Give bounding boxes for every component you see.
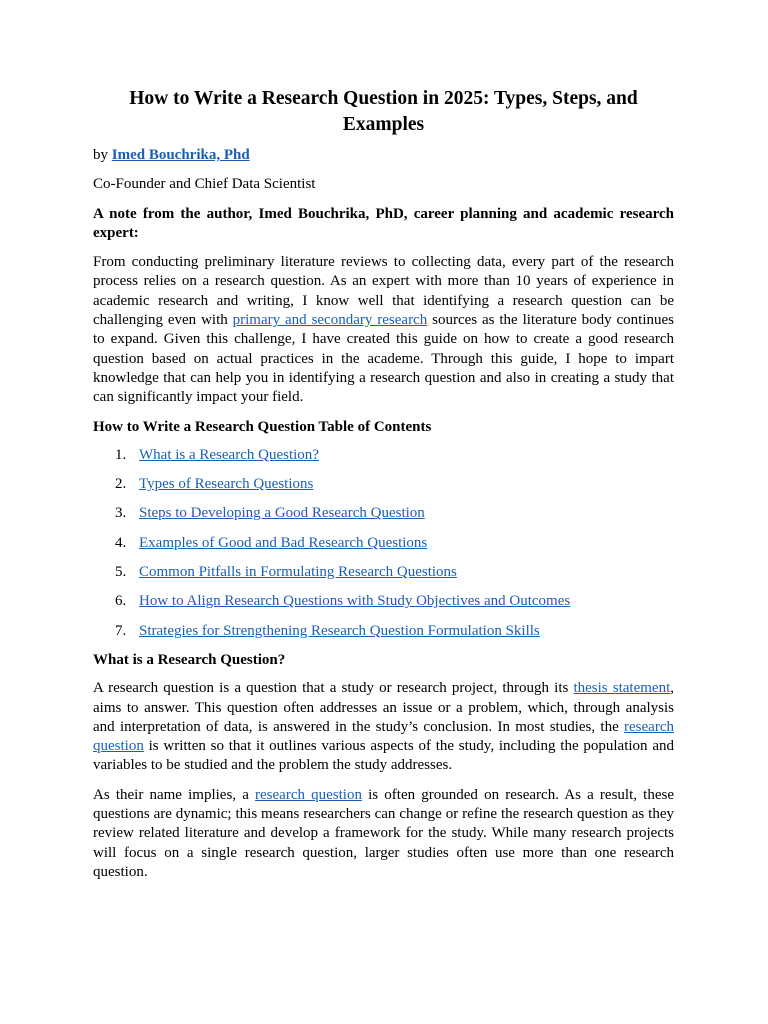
toc-item	[93, 592, 674, 611]
toc-item-number: 1.	[115, 446, 127, 463]
toc-link-align[interactable]: How to Align Research Questions with Study Objectives and Outcomes	[139, 593, 571, 610]
toc-link-strategies[interactable]: Strategies for Strengthening Research Question Formulation Skills	[139, 622, 540, 639]
toc-item	[93, 622, 674, 641]
toc-item-number: 7.	[115, 622, 127, 639]
toc-link-examples[interactable]: Examples of Good and Bad Research Questions	[139, 534, 428, 551]
toc-item	[93, 504, 674, 523]
toc-item-number: 4.	[115, 534, 127, 551]
primary-secondary-research-link[interactable]: primary and secondary research	[232, 312, 428, 329]
toc-link-steps[interactable]: Steps to Developing a Good Research Question	[139, 505, 425, 522]
section-heading-what-is: What is a Research Question?	[93, 651, 286, 668]
toc-item-number: 5.	[115, 564, 127, 581]
thesis-statement-link[interactable]: thesis statement	[573, 680, 671, 697]
toc-list	[93, 446, 674, 641]
intro-paragraph	[93, 253, 674, 407]
article-content	[93, 86, 674, 892]
toc-item	[93, 475, 674, 494]
toc-item	[93, 534, 674, 553]
toc-link-pitfalls[interactable]: Common Pitfalls in Formulating Research Questions	[139, 564, 457, 581]
author-note-heading: A note from the author, Imed Bouchrika, PhD, career planning and academic research expert:	[93, 205, 674, 241]
author-link[interactable]: Imed Bouchrika, Phd	[111, 147, 250, 163]
intro-text-before: From conducting preliminary literature reviews to collecting data, every part of the research process relies on a research question. As an expert with more than 10 years of experience in academic research and writing, I know well that identifying a research question can be challenging even with	[93, 254, 674, 329]
toc-item-number: 2.	[115, 476, 127, 493]
toc-item-number: 6.	[115, 593, 127, 610]
author-role: Co-Founder and Chief Data Scientist	[93, 176, 316, 193]
paragraph-text: is written so that it outlines various aspects of the study, including the population and variables to be studied and the problem the study addresses.	[93, 738, 674, 774]
byline-prefix: by	[93, 147, 112, 163]
toc-item-number: 3.	[115, 505, 127, 522]
toc-item	[93, 446, 674, 465]
intro-text-after: sources as the literature body continues to expand. Given this challenge, I have created this guide on how to create a good research question based on actual practices in the academe. Through this guide, I hope to impart knowledge that can help you in identifying a research question and also in creating a study that can significantly impact your field.	[93, 312, 674, 406]
paragraph-text: A research question is a question that a study or research project, through its	[93, 680, 574, 697]
toc-item	[93, 563, 674, 582]
paragraph-text: , aims to answer. This question often addresses an issue or a problem, which, through analysis and interpretation of data, is answered in the study’s conclusion. In most studies, the	[93, 680, 674, 735]
paragraph-text: As their name implies, a	[93, 786, 256, 803]
toc-heading: How to Write a Research Question Table of Contents	[93, 418, 432, 435]
toc-link-types[interactable]: Types of Research Questions	[139, 476, 314, 493]
research-question-link-2[interactable]: research question	[255, 786, 362, 803]
paragraph-text: is often grounded on research. As a result, these questions are dynamic; this means researchers can change or refine the research question as they review related literature and develop a framework for the study. While many research projects will focus on a single research question, larger studies often use more than one research question.	[93, 786, 674, 880]
research-question-link[interactable]: research question	[93, 718, 674, 755]
section-paragraph-2	[93, 786, 674, 882]
section-paragraph-1	[93, 679, 674, 775]
toc-link-what-is[interactable]: What is a Research Question?	[139, 446, 319, 463]
article-title: How to Write a Research Question in 2025: Types, Steps, and Examples	[129, 88, 638, 135]
byline	[93, 146, 674, 165]
